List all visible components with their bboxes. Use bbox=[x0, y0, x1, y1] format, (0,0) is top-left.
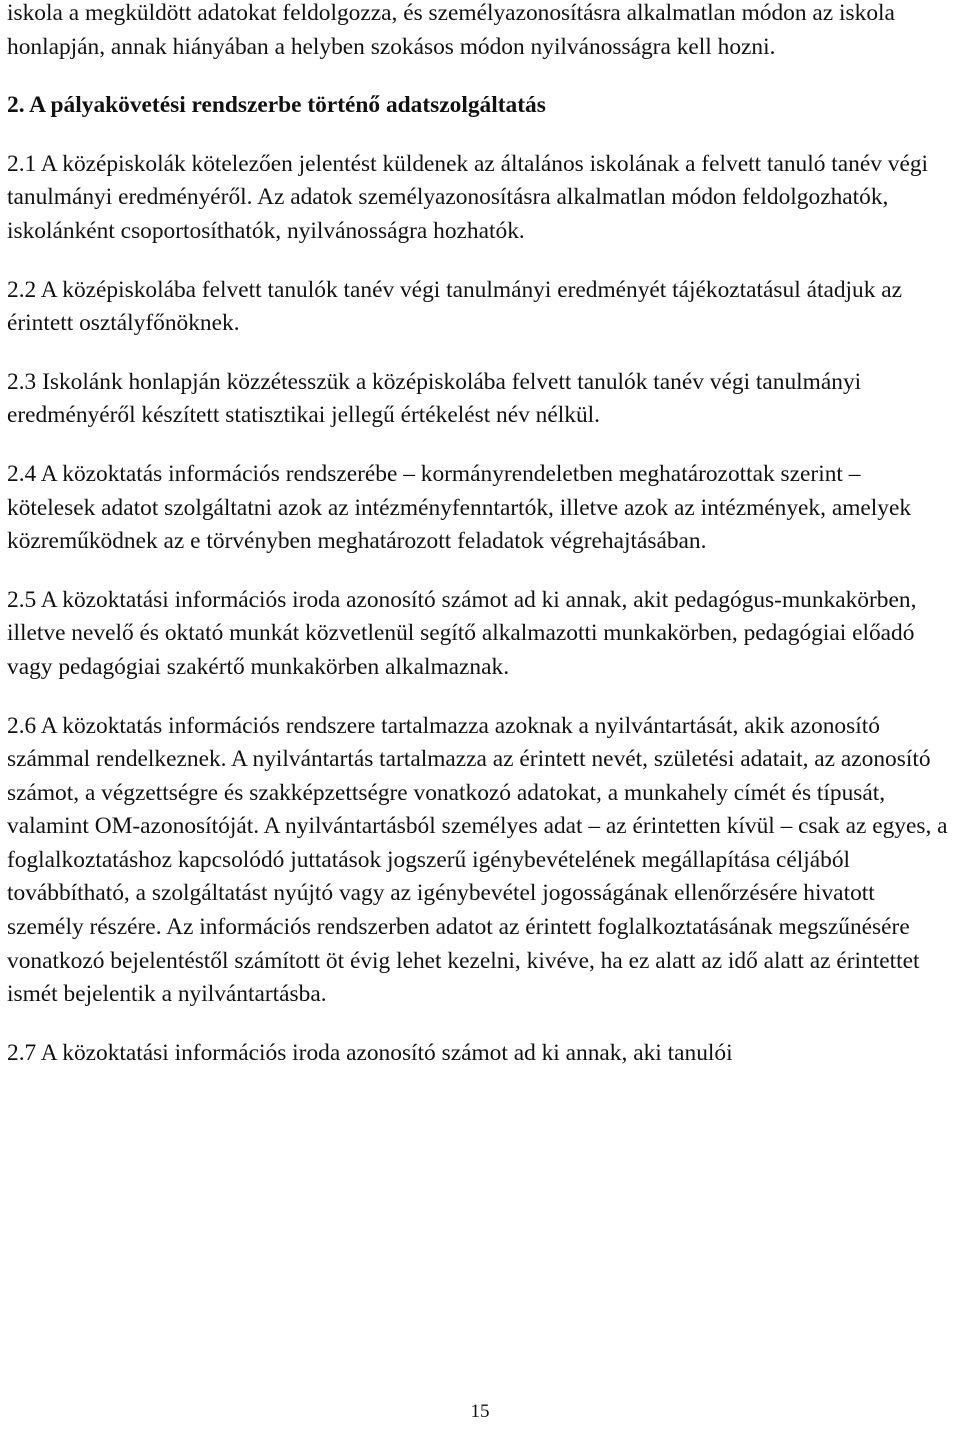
intro-paragraph: iskola a megküldött adatokat feldolgozza, és személyazonosításra alkalmatlan módon az iskola honlapján, annak hiányában a helyben szokásos módon nyilvánosságra kell hozni. bbox=[7, 0, 895, 60]
paragraph-2-6: 2.6 A közoktatás információs rendszere tartalmazza azoknak a nyilvántartását, akik azonosító számmal rendelkeznek. A nyilvántartás tartalmazza az érintett nevét, születési adatait, az azonosító számot, a végzettségre és szakképzettségre vonatkozó adatokat, a munkahely címét és típusát, valamint OM-azonosítóját. A nyilvántartásból személyes adat – az érintetten kívül – csak az egyes, a foglalkoztatáshoz kapcsolódó juttatások jogszerű igénybevételének megállapítása céljából továbbítható, a szolgáltatást nyújtó vagy az igénybevétel jogosságának ellenőrzésére hivatott személy részére. Az információs rendszerben adatot az érintett foglalkoztatásának megszűnésére vonatkozó bejelentéstől számított öt évig lehet kezelni, kivéve, ha ez alatt az idő alatt az érintettet ismét bejelentik a nyilvántartásba. bbox=[7, 712, 948, 1008]
page-number: 15 bbox=[470, 1401, 490, 1422]
paragraph-2-4: 2.4 A közoktatás információs rendszerébe – kormányrendeletben meghatározottak szerint – kötelesek adatot szolgáltatni azok az intézményfenntartók, illetve azok az intézmények, amelyek közreműködnek az e törvényben meghatározott feladatok végrehajtásában. bbox=[7, 460, 912, 555]
paragraph-2-3: 2.3 Iskolánk honlapján közzétesszük a középiskolába felvett tanulók tanév végi tanulmányi eredményéről készített statisztikai jellegű értékelést név nélkül. bbox=[7, 368, 862, 429]
paragraph-2-5: 2.5 A közoktatási információs iroda azonosító számot ad ki annak, akit pedagógus-munkakörben, illetve nevelő és oktató munkát közvetlenül segítő alkalmazotti munkakörben, pedagógiai előadó vagy pedagógiai szakértő munkakörben alkalmaznak. bbox=[7, 586, 917, 680]
paragraph-2-1: 2.1 A középiskolák kötelezően jelentést küldenek az általános iskolának a felvett tanuló tanév végi tanulmányi eredményéről. Az adatok személyazonosításra alkalmatlan módon feldolgozhatók, iskolánként csoportosíthatók, nyilvánosságra hozhatók. bbox=[7, 150, 929, 244]
paragraph-2-2: 2.2 A középiskolába felvett tanulók tanév végi tanulmányi eredményét tájékoztatásul átadjuk az érintett osztályfőnöknek. bbox=[7, 276, 903, 337]
paragraph-2-7: 2.7 A közoktatási információs iroda azonosító számot ad ki annak, aki tanulói bbox=[7, 1039, 733, 1066]
section-heading: 2. A pályakövetési rendszerbe történő adatszolgáltatás bbox=[7, 92, 546, 119]
